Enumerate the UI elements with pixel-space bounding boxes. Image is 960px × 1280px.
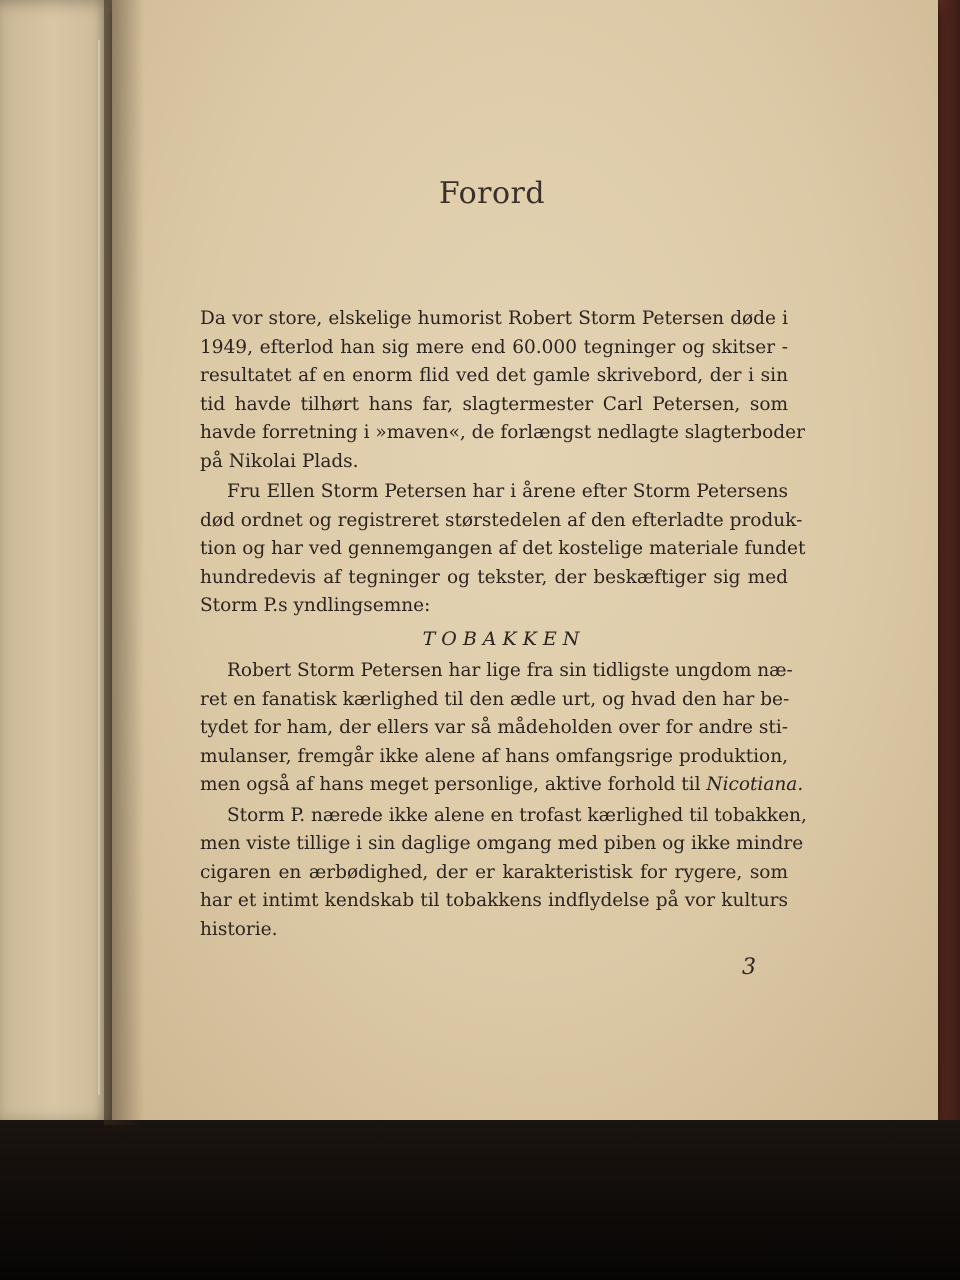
text-line: på Nikolai Plads. [200,450,359,472]
text-line: hundredevis af tegninger og tekster, der beskæftiger sig med [200,566,788,588]
text-line: har et intimt kendskab til tobakkens indflydelse på vor kulturs [200,890,788,911]
text-line: Robert Storm Petersen har lige fra sin tidligste ungdom næ- [227,660,793,681]
section-subtitle: TOBAKKEN [422,627,586,650]
page-title: Forord [438,176,546,211]
text-line: Da vor store, elskelige humorist Robert Storm Petersen døde i [200,308,788,329]
page-number: 3 [742,955,756,980]
book-gutter-shadow [104,0,144,1125]
text-line: historie. [200,918,278,940]
text-line: ret en fanatisk kærlighed til den ædle urt, og hvad den har be- [200,688,790,710]
text-fragment: men også af hans meget personlige, aktive forhold til [200,774,701,795]
dark-background [0,1120,960,1280]
left-page [0,0,118,1125]
paragraph-1 [200,305,805,476]
text-line: mulanser, fremgår ikke alene af hans omfangsrige produktion, [200,745,788,767]
text-line: tydet for ham, der ellers var så mådeholden over for andre sti- [200,717,788,738]
text-line: tion og har ved gennemgangen af det kostelige materiale fundet [200,538,806,559]
text-line: resultatet af en enorm flid ved det gamle skrivebord, der i sin [200,365,788,386]
text-line: 1949, efterlod han sig mere end 60.000 tegninger og skitser - [200,336,788,358]
paragraph-3 [200,657,804,800]
text-line: død ordnet og registreret størstedelen af den efterladte produk- [200,509,803,531]
paragraph-4 [200,802,807,945]
text-line: men viste tillige i sin daglige omgang med piben og ikke mindre [200,833,804,854]
italic-word: Nicotiana. [706,774,804,795]
text-line: Storm P.s yndlingsemne: [200,595,431,616]
body-text [200,305,807,946]
text-line-with-italic [200,771,804,800]
text-line: Storm P. nærede ikke alene en trofast kærlighed til tobakken, [227,804,807,826]
paragraph-2 [200,478,806,621]
text-line: havde forretning i »maven«, de forlængst nedlagte slagterboder [200,422,805,443]
text-line: cigaren en ærbødighed, der er karakteristisk for rygere, som [200,861,788,883]
text-line: tid havde tilhørt hans far, slagtermester Carl Petersen, som [200,393,788,415]
text-line: Fru Ellen Storm Petersen har i årene efter Storm Petersens [227,481,788,502]
